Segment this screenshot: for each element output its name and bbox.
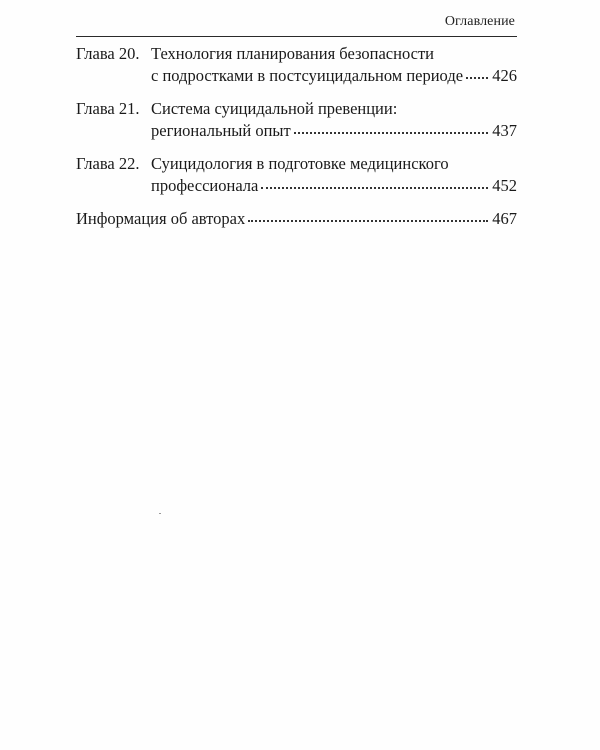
running-header (76, 10, 517, 37)
toc-entry-first-line (76, 153, 517, 175)
toc-entry-last-line (76, 175, 517, 197)
chapter-title-line-2: с подростками в постсуицидальном периоде (151, 66, 464, 85)
dot-leader (466, 67, 488, 81)
page-number: 452 (492, 176, 517, 195)
toc-entry-last-line (76, 65, 517, 87)
chapter-title-line-2: региональный опыт (151, 121, 291, 140)
dot-leader (294, 122, 489, 136)
page-number: 467 (492, 209, 517, 228)
toc-entry-first-line (76, 98, 517, 120)
scan-speck (159, 513, 161, 514)
chapter-title-line-1: Суицидология в подготовке медицинского (151, 154, 449, 173)
toc-entry-last-line (76, 120, 517, 142)
table-of-contents (76, 43, 517, 230)
toc-entry-chapter-22[interactable] (76, 153, 517, 197)
chapter-title-line-1: Технология планирования безопасности (151, 44, 434, 63)
toc-entry-first-line (76, 43, 517, 65)
chapter-title-line-1: Система суицидальной превенции: (151, 99, 398, 118)
dot-leader (248, 210, 488, 224)
page-number: 426 (492, 66, 517, 85)
page-number: 437 (492, 121, 517, 140)
dot-leader (261, 177, 488, 191)
chapter-label: Глава 20. (76, 44, 140, 63)
toc-entry-chapter-21[interactable] (76, 98, 517, 142)
toc-entry-authors[interactable] (76, 208, 517, 230)
toc-entry-chapter-20[interactable] (76, 43, 517, 87)
running-header-title: Оглавление (444, 14, 515, 29)
toc-entry-last-line (76, 208, 517, 230)
chapter-label: Глава 21. (76, 99, 140, 118)
authors-title: Информация об авторах (76, 209, 246, 228)
chapter-label: Глава 22. (76, 154, 140, 173)
chapter-title-line-2: профессионала (151, 176, 259, 195)
